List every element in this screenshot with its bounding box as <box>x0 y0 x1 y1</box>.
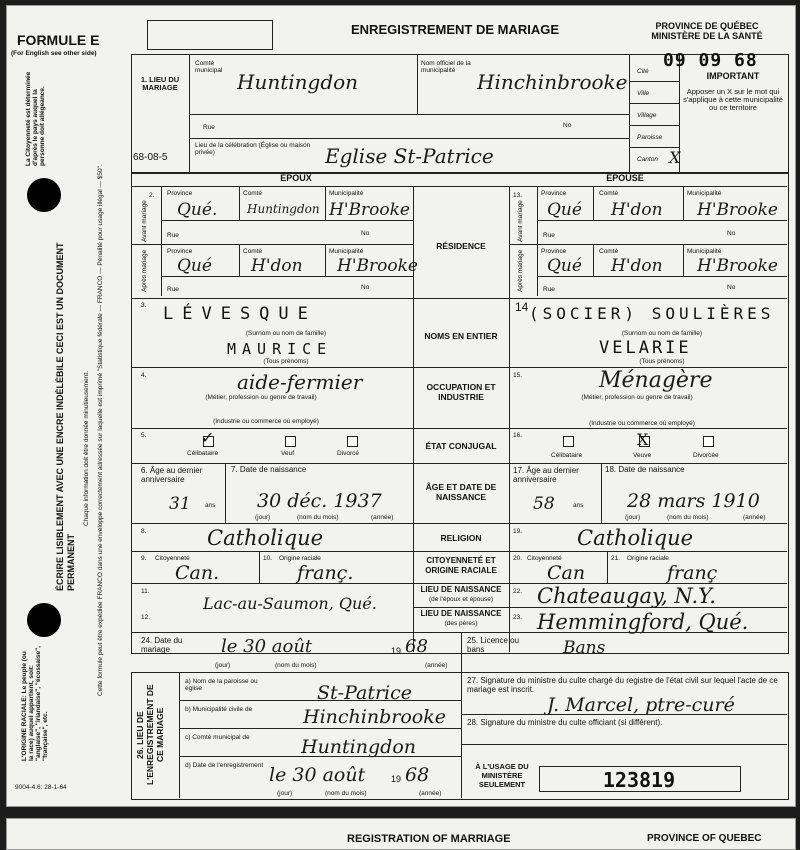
epouse-apres-province: Qué <box>547 256 582 276</box>
epoux-apres-comte-label: Comté <box>243 248 263 255</box>
epouse-apres-mun-label: Municipalité <box>687 248 722 255</box>
epoux-age: 31 <box>169 494 191 514</box>
date-enreg-value: le 30 août <box>269 764 366 786</box>
citoyennete-label: CITOYENNETÉ ET ORIGINE RACIALE <box>425 556 497 575</box>
epoux-etat-mark: ✓ <box>201 428 215 447</box>
epoux-cit-label: Citoyenneté <box>155 555 190 562</box>
epoux-apres-comte: H'don <box>251 256 303 276</box>
epoux-dob: 30 déc. 1937 <box>257 490 382 512</box>
date-mariage-label: 24. Date du mariage <box>141 636 183 654</box>
comte26-label: c) Comté municipal de <box>185 734 250 741</box>
epoux-birth-num2: 12. <box>141 614 151 621</box>
epoux-mun-label: Municipalité <box>329 190 364 197</box>
epouse-orig-label: Origine raciale <box>627 555 669 562</box>
epouse-citizenship: Can <box>547 562 586 584</box>
date-mois: (nom du mois) <box>275 662 317 669</box>
epouse-mois: (nom du mois) <box>667 514 709 521</box>
date-enreg-label: d) Date de l'enregistrement <box>185 762 264 769</box>
age-label: ÂGE ET DATE DE NAISSANCE <box>425 482 497 502</box>
form-title: ENREGISTREMENT DE MARIAGE <box>351 22 560 37</box>
signature-27-label: 27. Signature du ministre du culte chargé du registre de l'état civil sur lequel l'acte de ce mariage est inscrit. <box>467 676 778 694</box>
epoux-header: ÉPOUX <box>280 173 312 183</box>
important-note: Apposer un X sur le mot qui s'applique à cette municipalité ou ce territoire <box>683 87 783 112</box>
etat-label: ÉTAT CONJUGAL <box>425 441 497 451</box>
punch-hole-top <box>27 178 61 212</box>
epoux-apres-province: Qué <box>177 256 212 276</box>
epouse-prov-label: Province <box>541 190 567 197</box>
epoux-cit-num: 9. <box>141 555 147 562</box>
naissance-peres-label: LIEU DE NAISSANCE <box>420 609 502 618</box>
next-page-province: PROVINCE OF QUEBEC <box>647 833 762 844</box>
type-paroisse: Paroisse <box>637 134 663 141</box>
naissance-peres-sub: (des pères) <box>444 620 478 627</box>
epoux-age-label: 6. Âge au dernier anniversaire <box>141 466 203 484</box>
epouse-avant-rue: Rue <box>543 232 555 239</box>
comte26-value: Huntingdon <box>301 736 416 758</box>
lieu-celebration-label: Lieu de la célébration (Église ou maison privée) <box>195 142 311 156</box>
municipalite-value: Hinchinbrooke <box>303 706 446 728</box>
epoux-metier-label: (Métier, profession ou genre de travail) <box>205 394 317 401</box>
racial-origin-note: L'ORIGINE RACIALE: Le peuple (ou la race) auquel appartient, soit: "anglaise", "irlandaise", "écossaise", "française", etc. <box>21 646 49 761</box>
epouse-apres-comte: H'don <box>611 256 663 276</box>
enreg-jour: (jour) <box>277 790 293 797</box>
epoux-veuf-box[interactable] <box>285 436 296 447</box>
paroisse-label: a) Nom de la paroisse ou église <box>185 678 258 692</box>
epoux-apres-prov-label: Province <box>167 248 193 255</box>
epouse-avant-province: Qué <box>547 200 582 220</box>
each-blank-note: Chaque information doit être donnée minutieusement. <box>83 370 90 526</box>
epouse-industrie-label: (Industrie ou commerce où employé) <box>589 420 695 427</box>
epoux-opt-divorce: Divorcé <box>337 450 360 457</box>
epoux-religion-num: 8. <box>141 528 147 535</box>
epouse-birth-num: 22. <box>513 588 523 595</box>
licence-value: Bans <box>563 638 606 658</box>
naissance-sub: (de l'époux et épouse) <box>428 596 494 603</box>
epouse-divorcee-box[interactable] <box>703 436 714 447</box>
epouse-dob-label: 18. Date de naissance <box>605 465 685 474</box>
epoux-avant-mun: H'Brooke <box>329 200 410 220</box>
epouse-surname-label: (Surnom ou nom de famille) <box>621 330 703 337</box>
lieu-celebration-value: Eglise St-Patrice <box>325 144 494 168</box>
epouse-birth-num2: 23. <box>513 614 523 621</box>
epouse-annee: (année) <box>743 514 766 521</box>
epouse-cit-num2: 21. <box>611 555 621 562</box>
mail-note: Cette formule peut être expédiée FRANCO dans une enveloppe correctement adressée sur laquelle est imprimé "Statistique fédérale — FRANCO — Pénalité pour usage illégal — $50". <box>97 164 104 696</box>
epouse-apres-no: No <box>727 284 736 291</box>
epouse-surname: (SOCIER) SOULIÈRES <box>529 304 775 323</box>
epouse-apres-rue: Rue <box>543 286 555 293</box>
epoux-comte-label: Comté <box>243 190 263 197</box>
religion-label: RELIGION <box>440 533 482 543</box>
epouse-occupation: Ménagère <box>599 368 713 393</box>
epoux-cit-num2: 10. <box>263 555 273 562</box>
date-mariage-year: 68 <box>405 636 428 657</box>
section1-number: 1. LIEU DU MARIAGE <box>140 75 180 92</box>
epoux-etat-num: 5. <box>141 432 147 439</box>
nom-officiel-value: Hinchinbrooke <box>477 70 628 94</box>
epouse-metier-label: (Métier, profession ou genre de travail) <box>581 394 693 401</box>
epouse-avant-mun: H'Brooke <box>697 200 778 220</box>
epoux-avant-comte: Huntingdon <box>247 202 320 216</box>
epoux-occ-num: 4. <box>141 372 147 379</box>
main-ink-note: ÉCRIRE LISIBLEMENT AVEC UNE ENCRE INDÉLÉBILE CECI EST UN DOCUMENT PERMANENT <box>55 242 76 591</box>
epouse-jour: (jour) <box>625 514 641 521</box>
type-canton: Canton <box>637 156 658 163</box>
epoux-avant-province: Qué. <box>177 200 218 220</box>
epoux-origin: franç. <box>297 562 354 584</box>
epouse-celibataire-box[interactable] <box>563 436 574 447</box>
punch-hole-bottom <box>27 603 61 637</box>
next-page-strip <box>6 818 796 850</box>
epoux-citizenship: Can. <box>175 562 220 584</box>
form-label: FORMULE E <box>17 32 100 48</box>
section1-no-label: No <box>563 122 572 129</box>
canton-mark: X <box>669 148 681 167</box>
epouse-dob: 28 mars 1910 <box>627 490 760 512</box>
comte-value: Huntingdon <box>237 70 359 94</box>
occupation-label: OCCUPATION ET INDUSTRIE <box>426 382 496 402</box>
form-code: 9004-4.6: 28-1-64 <box>15 784 67 791</box>
signature-27-value: J. Marcel, ptre-curé <box>547 694 735 716</box>
epouse-apres-comte-label: Comté <box>599 248 619 255</box>
epouse-opt-divorcee: Divorcée <box>693 452 719 459</box>
epouse-comte-label: Comté <box>599 190 619 197</box>
date-jour: (jour) <box>215 662 231 669</box>
epoux-apres-no: No <box>361 284 370 291</box>
date-annee: (année) <box>425 662 448 669</box>
signature-28-label: 28. Signature du ministre du culte officiant (si différent). <box>467 718 663 727</box>
epoux-birth-num: 11. <box>141 588 150 595</box>
next-page-title: REGISTRATION OF MARRIAGE <box>347 833 511 845</box>
epouse-apres-mun: H'Brooke <box>697 256 778 276</box>
licence-label: 25. Licence ou bans <box>467 636 520 654</box>
epouse-name-num: 14 <box>515 300 529 314</box>
type-ville: Ville <box>637 90 650 97</box>
epouse-ans: ans <box>573 502 584 509</box>
section26-label: 26. LIEU DE L'ENREGISTREMENT DE CE MARIAGE <box>135 684 165 786</box>
epouse-avant-label: Avant mariage <box>517 200 524 242</box>
date-enreg-year-prefix: 19 <box>391 774 402 784</box>
epoux-mois: (nom du mois) <box>297 514 339 521</box>
epoux-apres-label: Après mariage <box>141 249 148 292</box>
epoux-avant-label: Avant mariage <box>141 200 148 242</box>
epouse-opt-veuve: Veuve <box>633 452 652 459</box>
enreg-mois: (nom du mois) <box>325 790 367 797</box>
epouse-apres-prov-label: Province <box>541 248 567 255</box>
epouse-etat-mark: X <box>637 430 649 449</box>
epouse-cit-label: Citoyenneté <box>527 555 562 562</box>
epoux-divorce-box[interactable] <box>347 436 358 447</box>
marriage-registration-form <box>6 5 796 807</box>
ministry-label: MINISTÈRE DE LA SANTÉ <box>651 31 763 41</box>
epouse-age: 58 <box>533 494 555 514</box>
epoux-orig-label: Origine raciale <box>279 555 321 562</box>
epoux-opt-veuf: Veuf <box>281 450 295 457</box>
type-cite: Cité <box>637 68 649 75</box>
epouse-apres-label: Après mariage <box>517 249 524 292</box>
epouse-etat-num: 16. <box>513 432 523 439</box>
header-blank-box <box>147 20 273 50</box>
epoux-jour: (jour) <box>255 514 271 521</box>
noms-label: NOMS EN ENTIER <box>424 331 498 341</box>
epouse-mun-label: Municipalité <box>687 190 722 197</box>
epouse-father-birthplace: Hemmingford, Qué. <box>537 610 749 634</box>
epoux-dob-label: 7. Date de naissance <box>231 465 307 474</box>
ministry-use-label: À L'USAGE DU MINISTÈRE SEULEMENT <box>475 762 529 789</box>
epoux-avant-rue: Rue <box>167 232 179 239</box>
epoux-occupation: aide-fermier <box>237 370 363 394</box>
epouse-given-label: (Tous prénoms) <box>639 358 685 365</box>
epoux-religion: Catholique <box>207 526 324 550</box>
ministry-number: 123819 <box>602 768 676 792</box>
epouse-cit-num: 20. <box>513 555 523 562</box>
municipalite-label: b) Municipalité civile de <box>185 706 253 713</box>
form-english-note: (For English see other side) <box>11 50 97 57</box>
type-village: Village <box>637 112 657 119</box>
epouse-occ-num: 15. <box>513 372 523 379</box>
epoux-ans: ans <box>205 502 216 509</box>
epouse-residence-num: 13. <box>513 192 523 199</box>
epouse-religion-num: 19. <box>513 528 523 535</box>
epoux-apres-rue: Rue <box>167 286 179 293</box>
section1-code: 68-08-5 <box>133 152 168 163</box>
citizenship-note: La Citoyenneté est déterminée d'après le pays auquel la personne doit allégeance. <box>25 71 46 166</box>
epouse-given: VELARIE <box>599 338 692 358</box>
epoux-avant-no: No <box>361 230 370 237</box>
epoux-given-label: (Tous prénoms) <box>263 358 309 365</box>
province-label: PROVINCE DE QUÉBEC <box>655 21 759 31</box>
epoux-apres-mun: H'Brooke <box>337 256 418 276</box>
epouse-header: ÉPOUSE <box>606 173 644 183</box>
nom-officiel-label: Nom officiel de la municipalité <box>421 60 471 74</box>
epoux-surname-label: (Surnom ou nom de famille) <box>245 330 327 337</box>
enreg-annee: (année) <box>419 790 442 797</box>
epouse-avant-comte: H'don <box>611 200 663 220</box>
date-mariage-year-prefix: 19 <box>391 646 402 656</box>
epoux-name-num: 3. <box>141 302 147 309</box>
important-label: IMPORTANT <box>706 71 760 81</box>
epouse-birthplace: Chateaugay, N.Y. <box>537 584 716 608</box>
comte-label: Comté municipal <box>195 60 223 74</box>
epouse-opt-celibataire: Célibataire <box>551 452 583 459</box>
epouse-age-label: 17. Âge au dernier anniversaire <box>513 466 579 484</box>
epoux-given: MAURICE <box>227 340 333 358</box>
epoux-annee: (année) <box>371 514 394 521</box>
date-enreg-year: 68 <box>405 764 430 786</box>
epouse-origin: franç <box>667 562 718 584</box>
section1-rue-label: Rue <box>203 124 215 131</box>
epoux-surname: LÉVESQUE <box>163 304 317 324</box>
epoux-opt-celibataire: Célibataire <box>187 450 219 457</box>
epoux-apres-mun-label: Municipalité <box>329 248 364 255</box>
epoux-industrie-label: (Industrie ou commerce où employé) <box>213 418 319 425</box>
naissance-label: LIEU DE NAISSANCE <box>420 585 502 594</box>
date-mariage-value: le 30 août <box>221 636 313 657</box>
epouse-avant-no: No <box>727 230 736 237</box>
epouse-religion: Catholique <box>577 526 694 550</box>
epoux-birthplace: Lac-au-Saumon, Qué. <box>203 594 377 613</box>
epoux-prov-label: Province <box>167 190 193 197</box>
residence-label: RÉSIDENCE <box>436 241 486 251</box>
paroisse-value: St-Patrice <box>317 682 413 704</box>
stamp-date: 09 09 68 <box>663 50 758 71</box>
epoux-residence-num: 2. <box>149 192 155 199</box>
